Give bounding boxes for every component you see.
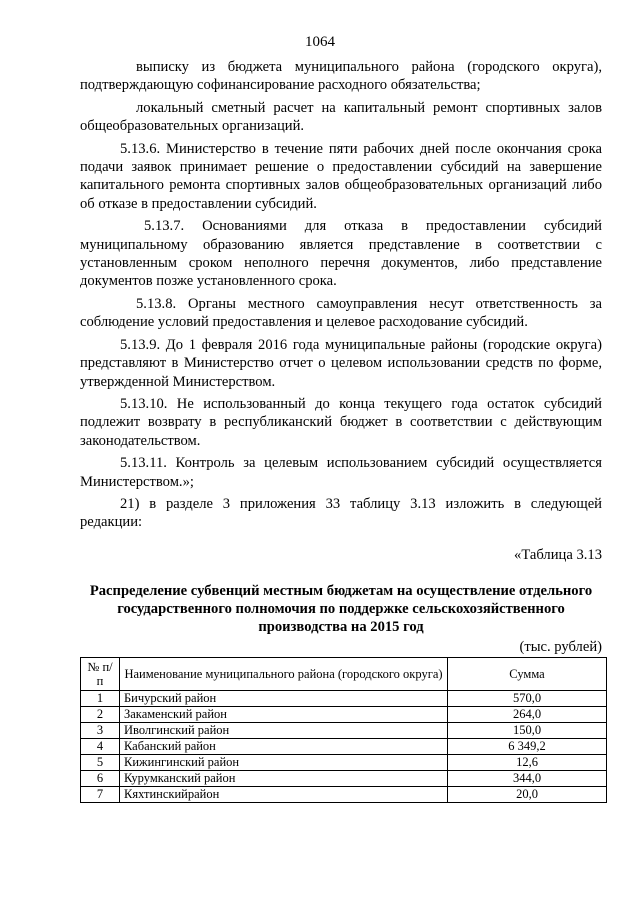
- row-name: Кабанский район: [120, 738, 448, 754]
- row-sum: 6 349,2: [448, 738, 607, 754]
- paragraph: 21) в разделе 3 приложения 33 таблицу 3.13 изложить в следующей редакции:: [80, 495, 602, 531]
- table-header-row: [81, 657, 607, 690]
- table-row: [81, 722, 607, 738]
- row-name: Бичурский район: [120, 690, 448, 706]
- distribution-table: [80, 657, 607, 803]
- paragraph: выписку из бюджета муниципального района (городского округа), подтверждающую софинансирование расходного обязательства;: [80, 59, 602, 94]
- row-number: 4: [81, 738, 120, 754]
- col-name-header: Наименование муниципального района (городского округа): [120, 657, 448, 690]
- paragraph: 5.13.7. Основаниями для отказа в предоставлении субсидий муниципальному образованию является представление в соответствии с установленным сроком неполного перечня документов, либо представление документов позже установленного срока.: [80, 218, 602, 290]
- col-sum-header: Сумма: [448, 657, 607, 690]
- table-reference: «Таблица 3.13: [514, 546, 602, 563]
- row-sum: 12,6: [448, 754, 607, 770]
- col-number-header: № п/п: [81, 657, 120, 690]
- paragraph: локальный сметный расчет на капитальный ремонт спортивных залов общеобразовательных организаций.: [80, 99, 602, 135]
- table-row: [81, 690, 607, 706]
- table-row: [81, 738, 607, 754]
- row-name: Кяхтинскийрайон: [120, 786, 448, 802]
- document-body: [80, 58, 602, 803]
- row-name: Закаменский район: [120, 706, 448, 722]
- paragraph: 5.13.10. Не использованный до конца текущего года остаток субсидий подлежит возврату в республиканский бюджет в соответствии с действующим законодательством.: [80, 395, 602, 449]
- row-number: 1: [81, 690, 120, 706]
- table-row: [81, 786, 607, 802]
- row-sum: 344,0: [448, 770, 607, 786]
- table-row: [81, 770, 607, 786]
- row-sum: 150,0: [448, 722, 607, 738]
- page-number: 1064: [305, 34, 335, 50]
- row-number: 2: [81, 706, 120, 722]
- paragraph: 5.13.6. Министерство в течение пяти рабочих дней после окончания срока подачи заявок принимает решение о предоставлении субсидий на завершение капитального ремонта спортивных залов общеобразовательных организаций либо об отказе в предоставлении субсидий.: [80, 140, 602, 212]
- row-name: Курумканский район: [120, 770, 448, 786]
- row-sum: 264,0: [448, 706, 607, 722]
- table-row: [81, 706, 607, 722]
- row-name: Иволгинский район: [120, 722, 448, 738]
- row-number: 5: [81, 754, 120, 770]
- paragraph: 5.13.9. До 1 февраля 2016 года муниципальные районы (городские округа) представляют в Министерство отчет о целевом использовании средств по форме, утвержденной Министерством.: [80, 336, 602, 390]
- paragraph: 5.13.11. Контроль за целевым использованием субсидий осуществляется Министерством.»;: [80, 455, 602, 490]
- row-number: 3: [81, 722, 120, 738]
- table-unit: (тыс. рублей): [519, 639, 602, 656]
- row-sum: 20,0: [448, 786, 607, 802]
- table-title: Распределение субвенций местным бюджетам на осуществление отдельного государственного полномочия по поддержке сельскохозяйственного производства на 2015 год: [89, 583, 593, 636]
- row-number: 7: [81, 786, 120, 802]
- table-row: [81, 754, 607, 770]
- row-name: Кижингинский район: [120, 754, 448, 770]
- paragraph: 5.13.8. Органы местного самоуправления несут ответственность за соблюдение условий предоставления и целевое расходование субсидий.: [80, 295, 602, 331]
- row-sum: 570,0: [448, 690, 607, 706]
- row-number: 6: [81, 770, 120, 786]
